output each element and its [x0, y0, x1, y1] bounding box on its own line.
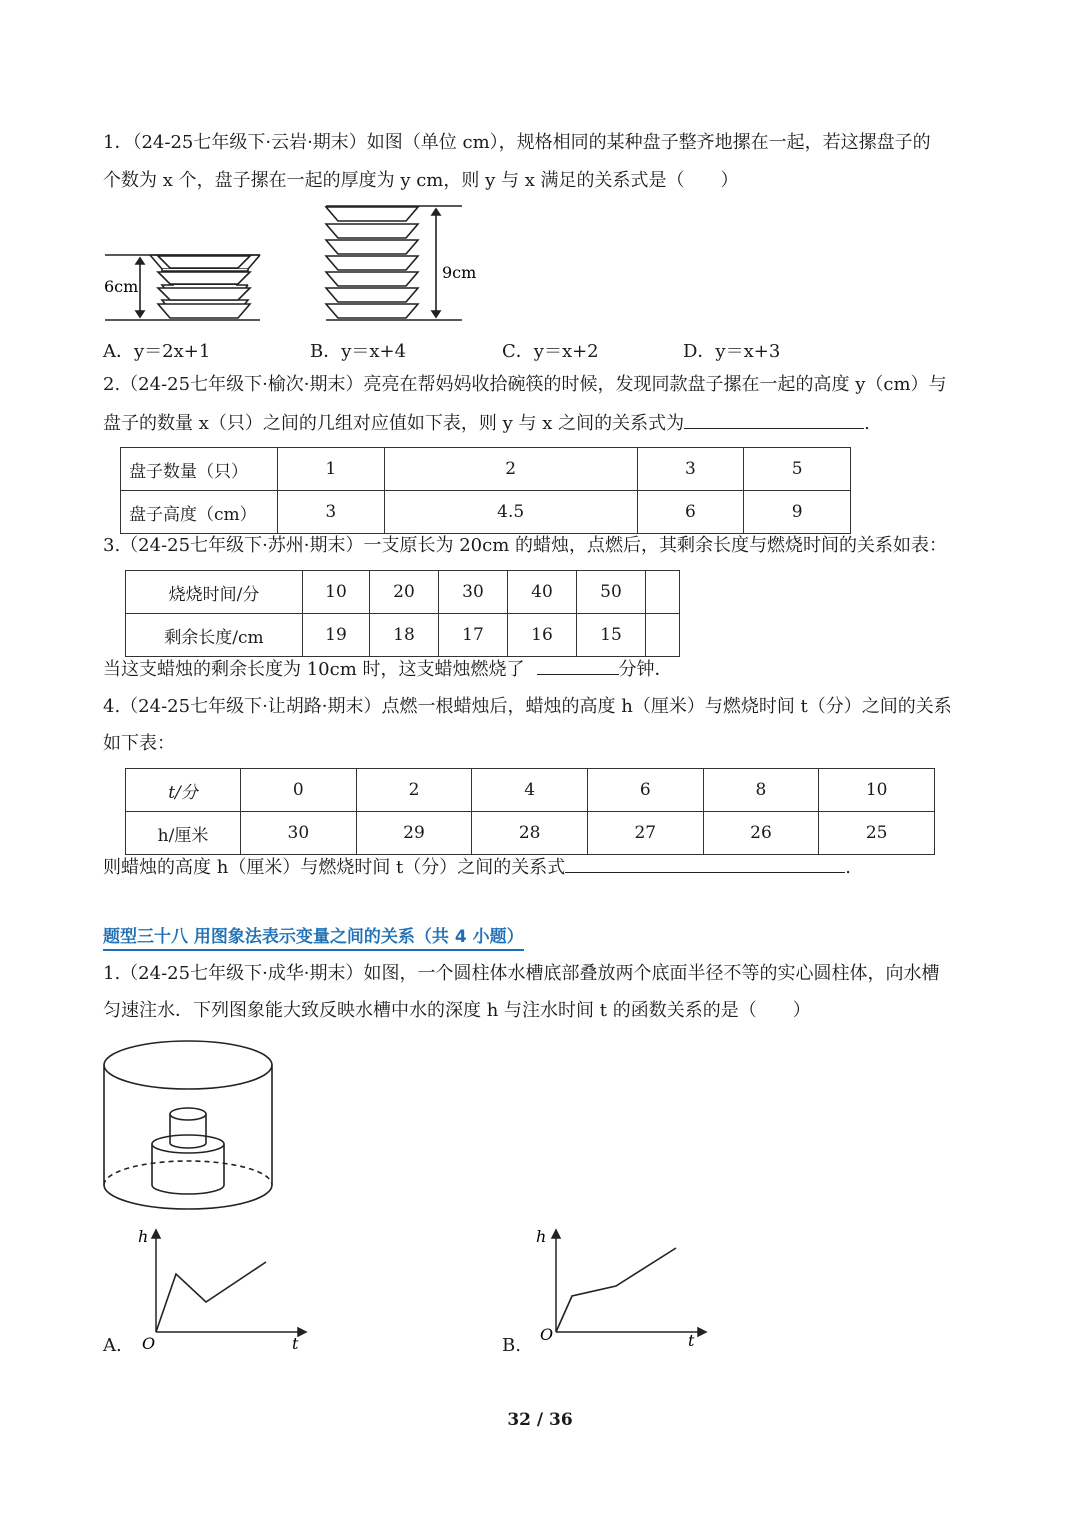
- q1-line1: 1．（24-25七年级下·云岩·期末）如图（单位 cm），规格相同的某种盘子整齐地摞在一起，若这摞盘子的: [103, 132, 931, 153]
- table-cell: 3: [278, 491, 385, 534]
- q3-table: [125, 570, 680, 657]
- q4-after-text: 则蜡烛的高度 h（厘米）与燃烧时间 t（分）之间的关系式: [103, 857, 566, 878]
- table-cell: 9: [744, 491, 851, 534]
- table-cell: 19: [303, 614, 370, 657]
- graph-a[interactable]: [130, 1222, 310, 1352]
- graph-b-x-label: t: [688, 1331, 695, 1350]
- table-cell: 2: [356, 769, 472, 812]
- table-row: [126, 812, 935, 855]
- q3-answer-blank[interactable]: [537, 656, 619, 675]
- table-cell: 30: [439, 571, 508, 614]
- table-row: [126, 769, 935, 812]
- q2-answer-blank[interactable]: [684, 410, 864, 429]
- q2-line2-text: 盘子的数量 x（只）之间的几组对应值如下表，则 y 与 x 之间的关系式为: [103, 413, 685, 434]
- table-cell: 50: [577, 571, 646, 614]
- cylinder-tank-figure: [100, 1035, 280, 1215]
- q4-after-end: .: [845, 857, 852, 878]
- graph-b-y-label: h: [536, 1227, 547, 1246]
- q5-line1: 1.（24-25七年级下·成华·期末）如图，一个圆柱体水槽底部叠放两个底面半径不等的实心圆柱体，向水槽: [103, 963, 940, 984]
- table-cell: t/分: [126, 769, 241, 812]
- q5-line2: 匀速注水．下列图象能大致反映水槽中水的深度 h 与注水时间 t 的函数关系的是（ ）: [103, 1000, 811, 1021]
- label-6cm: 6cm: [104, 277, 139, 296]
- q4-answer-blank[interactable]: [565, 854, 845, 873]
- table-cell: 40: [508, 571, 577, 614]
- q3-after: [103, 656, 673, 683]
- table-cell: 6: [637, 491, 744, 534]
- q5-option-b[interactable]: B.: [502, 1335, 521, 1356]
- table-cell: 26: [703, 812, 819, 855]
- graph-a-y-label: h: [138, 1227, 149, 1246]
- section-heading[interactable]: 题型三十八 用图象法表示变量之间的关系（共 4 小题）: [103, 925, 524, 951]
- table-cell: 2: [384, 448, 637, 491]
- q5-option-a[interactable]: A.: [103, 1335, 122, 1356]
- q1-option-d[interactable]: D．y＝x+3: [683, 341, 781, 362]
- table-cell: 27: [587, 812, 703, 855]
- table-cell: 烧烧时间/分: [126, 571, 303, 614]
- graph-a-x-label: t: [292, 1334, 299, 1352]
- table-cell: 16: [508, 614, 577, 657]
- table-cell: 1: [278, 448, 385, 491]
- q4-after: [103, 854, 851, 881]
- table-cell: 10: [819, 769, 935, 812]
- table-cell: 4: [472, 769, 588, 812]
- page-number: 32 / 36: [507, 1410, 573, 1430]
- label-9cm: 9cm: [442, 263, 477, 282]
- table-cell: 15: [577, 614, 646, 657]
- q1-option-c[interactable]: C．y＝x+2: [502, 341, 599, 362]
- table-cell: 10: [303, 571, 370, 614]
- graph-b-origin: O: [540, 1325, 554, 1344]
- table-row: [126, 571, 680, 614]
- table-cell: 剩余长度/cm: [126, 614, 303, 657]
- q2-line2: [103, 410, 870, 437]
- table-cell: 17: [439, 614, 508, 657]
- plate-stack-figure: [100, 200, 480, 330]
- q2-line2-end: .: [864, 413, 870, 434]
- graph-b[interactable]: [530, 1222, 710, 1352]
- q1-option-a[interactable]: A．y＝2x+1: [103, 341, 211, 362]
- q4-table: [125, 768, 935, 855]
- table-cell: 18: [370, 614, 439, 657]
- table-row: [121, 448, 851, 491]
- table-cell: 30: [241, 812, 357, 855]
- table-cell: 3: [637, 448, 744, 491]
- table-row: [126, 614, 680, 657]
- table-cell: h/厘米: [126, 812, 241, 855]
- table-cell: 盘子高度（cm）: [121, 491, 278, 534]
- table-cell: 29: [356, 812, 472, 855]
- q3-after-text: 当这支蜡烛的剩余长度为 10cm 时，这支蜡烛燃烧了: [103, 659, 525, 680]
- table-cell: [646, 614, 680, 657]
- q2-line1: 2.（24-25七年级下·榆次·期末）亮亮在帮妈妈收拾碗筷的时候，发现同款盘子摞在一起的高度 y（cm）与: [103, 374, 947, 395]
- table-cell: 25: [819, 812, 935, 855]
- table-cell: 5: [744, 448, 851, 491]
- q4-line2: 如下表：: [103, 733, 175, 754]
- table-cell: [646, 571, 680, 614]
- table-cell: 0: [241, 769, 357, 812]
- table-cell: 8: [703, 769, 819, 812]
- q1-option-b[interactable]: B．y＝x+4: [310, 341, 407, 362]
- graph-a-origin: O: [142, 1334, 156, 1352]
- table-cell: 盘子数量（只）: [121, 448, 278, 491]
- table-cell: 6: [587, 769, 703, 812]
- table-row: [121, 491, 851, 534]
- q2-table: [120, 447, 851, 534]
- table-cell: 20: [370, 571, 439, 614]
- table-cell: 28: [472, 812, 588, 855]
- table-cell: 4.5: [384, 491, 637, 534]
- q3-after-end: 分钟．: [618, 659, 673, 680]
- q3-line1: 3.（24-25七年级下·苏州·期末）一支原长为 20cm 的蜡烛，点燃后，其剩余长度与燃烧时间的关系如表：: [103, 535, 948, 556]
- q1-line2: 个数为 x 个，盘子摞在一起的厚度为 y cm，则 y 与 x 满足的关系式是（ ）: [103, 170, 739, 191]
- q4-line1: 4.（24-25七年级下·让胡路·期末）点燃一根蜡烛后，蜡烛的高度 h（厘米）与燃烧时间 t（分）之间的关系: [103, 696, 952, 717]
